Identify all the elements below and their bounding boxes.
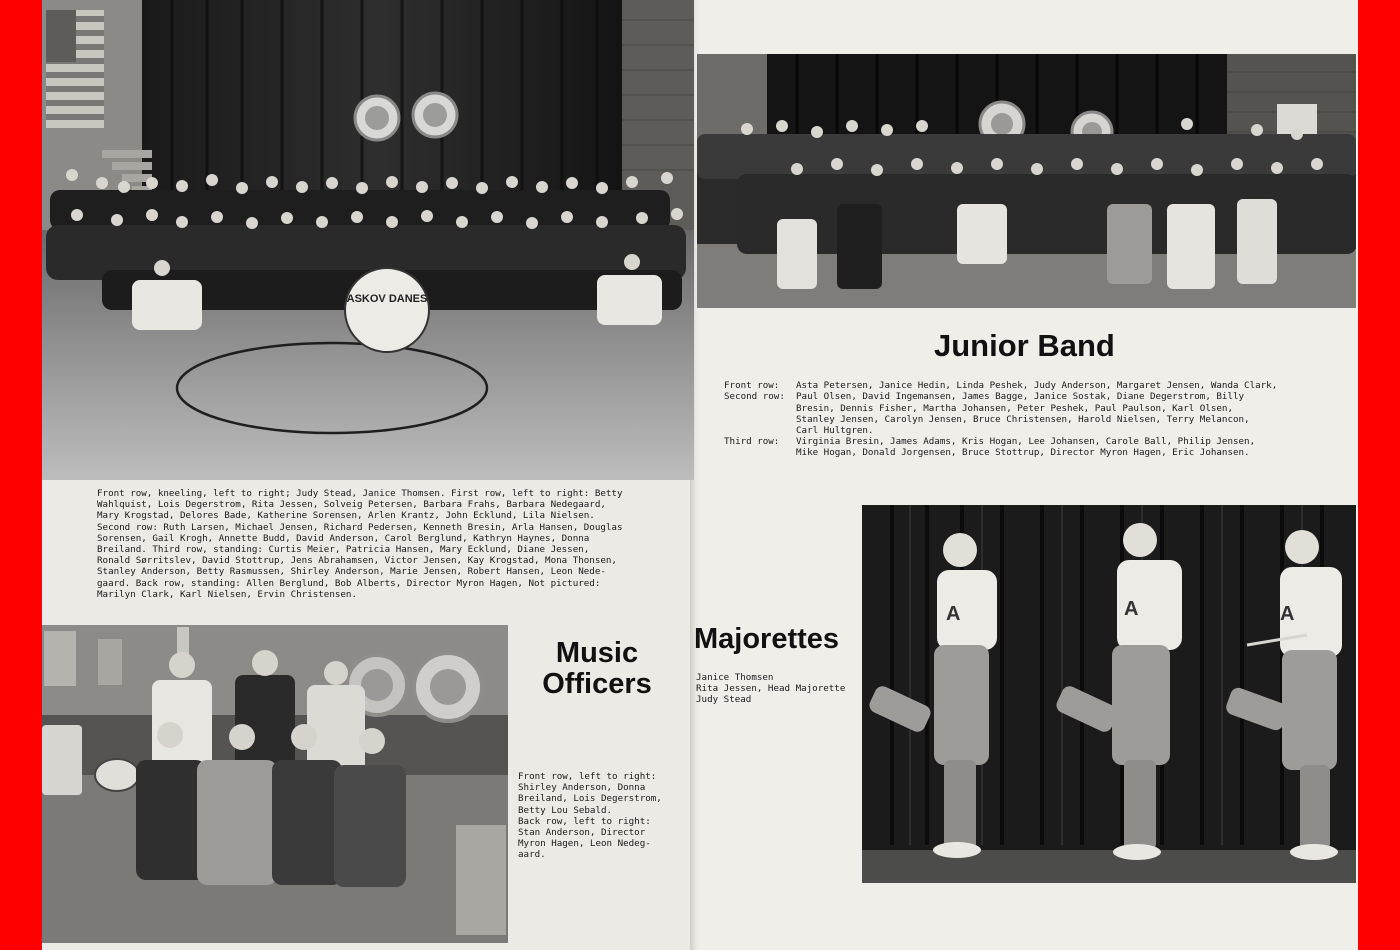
sweater-letter: A <box>1124 598 1139 620</box>
senior-band-photo <box>42 0 694 480</box>
bass-drum-lettering: ASKOV DANES <box>346 293 428 305</box>
folding-chair <box>456 825 506 935</box>
sousaphone-right <box>413 93 457 137</box>
senior-band-caption: Front row, kneeling, left to right; Judy Stead, Janice Thomsen. First row, left to right: Betty Wahlquist, Lois Degerstrom, Rita Jessen, Solveig Petersen, Barbara Frahs, Barbara Nedegaard, Mary Krogstad, Delores Bade, Katherine Sorensen, Arlen Krantz, John Ecklund, Lila Nielsen. Second row: Ruth Larsen, Michael Jensen, Richard Pedersen, Kenneth Bresin, Arla Hansen, Douglas Sorensen, Gail Krogh, Annette Budd, David Anderson, Carol Berglund, Kathryn Haynes, Donna Breiland. Third row, standing: Curtis Meier, Patricia Hansen, Mary Ecklund, Diane Jessen, Ronald Sørritslev, David Stottrup, Jens Abrahamsen, Victor Jensen, Kay Krogstad, Mona Thonsen, Stanley Anderson, Betty Rasmussen, Shirley Anderson, Marie Jensen, Robert Hansen, Leon Nede- gaard. Back row, standing: Allen Berglund, Bob Alberts, Director Myron Hagen, Not pictured: Marilyn Clark, Karl Nielsen, Ervin Christensen. <box>97 488 623 600</box>
junior-band-photo <box>697 54 1356 308</box>
music-officers-photo <box>42 625 508 943</box>
junior-band-heading: Junior Band <box>934 328 1115 363</box>
drum <box>42 725 82 795</box>
music-officers-heading-line2: Officers <box>542 668 652 700</box>
music-officers-caption: Front row, left to right: Shirley Anderson, Donna Breiland, Lois Degerstrom, Betty Lou Sebald. Back row, left to right: Stan Anderson, Director Myron Hagen, Leon Nedeg- aard. <box>518 771 662 861</box>
wall-poster <box>44 631 76 686</box>
american-flag <box>46 10 104 128</box>
junior-band-caption <box>724 380 1344 459</box>
sousaphone-left <box>355 96 399 140</box>
bass-drum <box>345 268 429 352</box>
majorettes-photo <box>862 505 1356 883</box>
junior-band-caption-row <box>724 380 1344 391</box>
junior-band-caption-row <box>724 436 1344 458</box>
row-label: Second row: <box>724 391 785 403</box>
junior-band-caption-row <box>724 391 1344 436</box>
sweater-letter: A <box>946 603 961 625</box>
row-names: Virginia Bresin, James Adams, Kris Hogan, Lee Johansen, Carole Ball, Philip Jensen, Mike Hogan, Donald Jorgensen, Bruce Stottrup, Director Myron Hagen, Eric Johansen. <box>796 436 1256 459</box>
music-officers-heading <box>522 638 672 700</box>
row-names: Paul Olsen, David Ingemansen, James Bagge, Janice Sostak, Diane Degerstrom, Billy Bresin, Dennis Fisher, Martha Johansen, Peter Peshek, Paul Paulson, Karl Olsen, Stanley Jensen, Carolyn Jensen, Bruce Christensen, Harold Nielsen, Terry Melancon, Carl Hultgren. <box>796 391 1250 437</box>
majorettes-caption: Janice Thomsen Rita Jessen, Head Majorette Judy Stead <box>696 672 846 706</box>
music-officers-heading-line1: Music <box>555 637 639 669</box>
majorettes-heading: Majorettes <box>694 623 840 655</box>
sousaphone-bell-right <box>414 653 482 721</box>
row-label: Front row: <box>724 380 780 391</box>
sweater-letter: A <box>1280 603 1295 625</box>
row-label: Third row: <box>724 436 780 448</box>
row-names: Asta Petersen, Janice Hedin, Linda Peshek, Judy Anderson, Margaret Jensen, Wanda Clark, <box>796 380 1278 391</box>
